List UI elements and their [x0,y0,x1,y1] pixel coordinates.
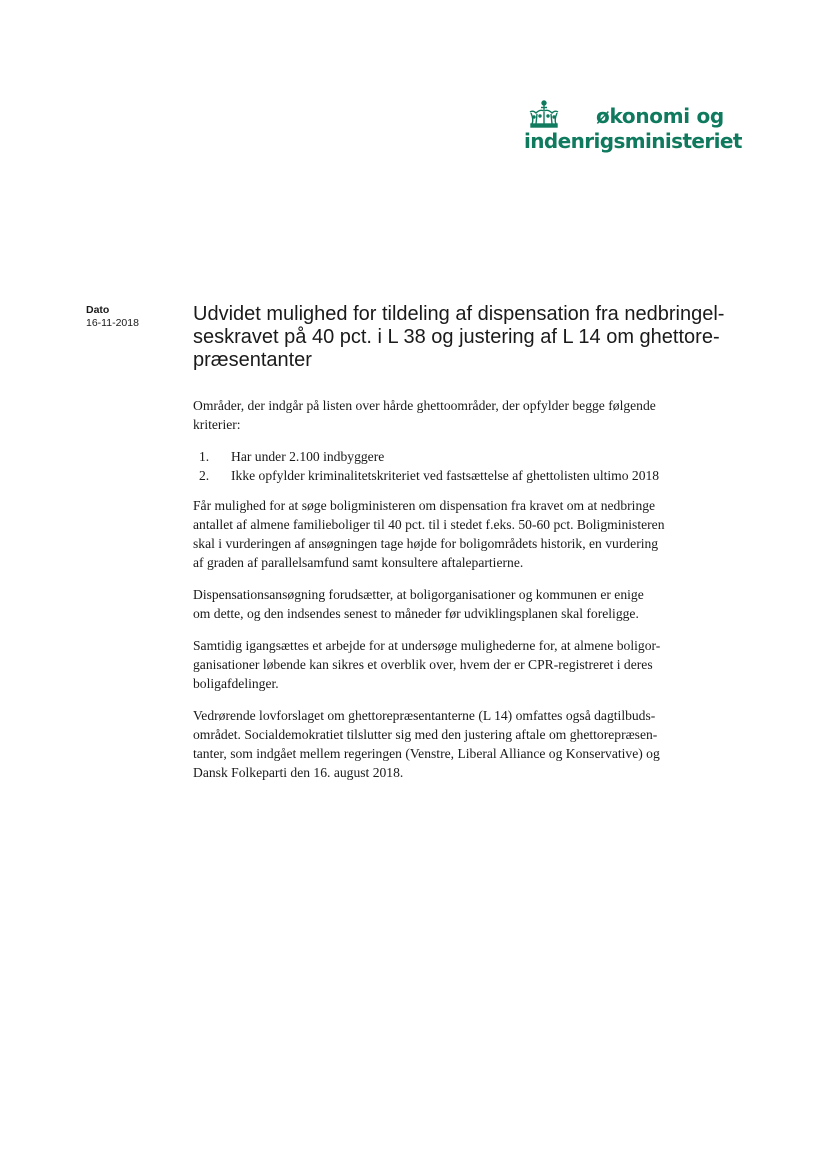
text-line: antallet af almene familieboliger til 40 pct. til i stedet f.eks. 50-60 pct. Boligministeren [193,517,665,532]
text-line: ganisationer løbende kan sikres et overblik over, hvem der er CPR-registreret i deres [193,657,653,672]
criteria-list [193,447,733,485]
text-line: Samtidig igangsættes et arbejde for at undersøge mulighederne for, at almene boligor- [193,638,661,653]
list-item-number: 2. [199,468,210,483]
title-line: Udvidet mulighed for tildeling af dispensation fra nedbringel- [193,303,725,325]
paragraph-dispensation [193,496,733,572]
paragraph-l14 [193,706,733,782]
list-item-text: Har under 2.100 indbyggere [231,449,385,464]
text-line: Dispensationsansøgning forudsætter, at boligorganisationer og kommunen er enige [193,587,644,602]
title-line: præsentanter [193,349,312,371]
paragraph-cpr [193,636,733,693]
list-item [193,466,733,485]
text-line: Områder, der indgår på listen over hårde ghettoområder, der opfylder begge følgende [193,398,656,413]
text-line: af graden af parallelsamfund samt konsultere aftalepartierne. [193,555,524,570]
list-item [193,447,733,466]
list-item-number: 1. [199,449,210,464]
title-line: seskravet på 40 pct. i L 38 og justering af L 14 om ghettore- [193,326,720,348]
logo-text-line1: økonomi og [596,104,724,128]
intro-paragraph [193,396,733,434]
text-line: boligafdelinger. [193,676,279,691]
text-line: tanter, som indgået mellem regeringen (Venstre, Liberal Alliance og Konservative) og [193,746,660,761]
text-line: Vedrørende lovforslaget om ghettorepræsentanterne (L 14) omfattes også dagtilbuds- [193,708,656,723]
list-item-text: Ikke opfylder kriminalitetskriteriet ved fastsættelse af ghettolisten ultimo 2018 [231,468,660,483]
text-line: kriterier: [193,417,241,432]
document-meta [86,304,139,330]
text-line: skal i vurderingen af ansøgningen tage højde for boligområdets historik, en vurdering [193,536,659,551]
paragraph-application [193,585,733,623]
document-title [193,303,733,372]
text-line: området. Socialdemokratiet tilslutter sig med den justering aftale om ghettorepræsen- [193,727,658,742]
text-line: Får mulighed for at søge boligministeren om dispensation fra kravet om at nedbringe [193,498,656,513]
text-line: Dansk Folkeparti den 16. august 2018. [193,765,404,780]
logo-text-line2: indenrigsministeriet [524,129,742,153]
document-body [193,396,733,795]
text-line: om dette, og den indsendes senest to måneder før udviklingsplanen skal foreligge. [193,606,639,621]
date-label: Dato [86,304,110,316]
ministry-logo [522,96,742,160]
royal-crown-icon [525,100,563,130]
date-value: 16-11-2018 [86,317,139,329]
